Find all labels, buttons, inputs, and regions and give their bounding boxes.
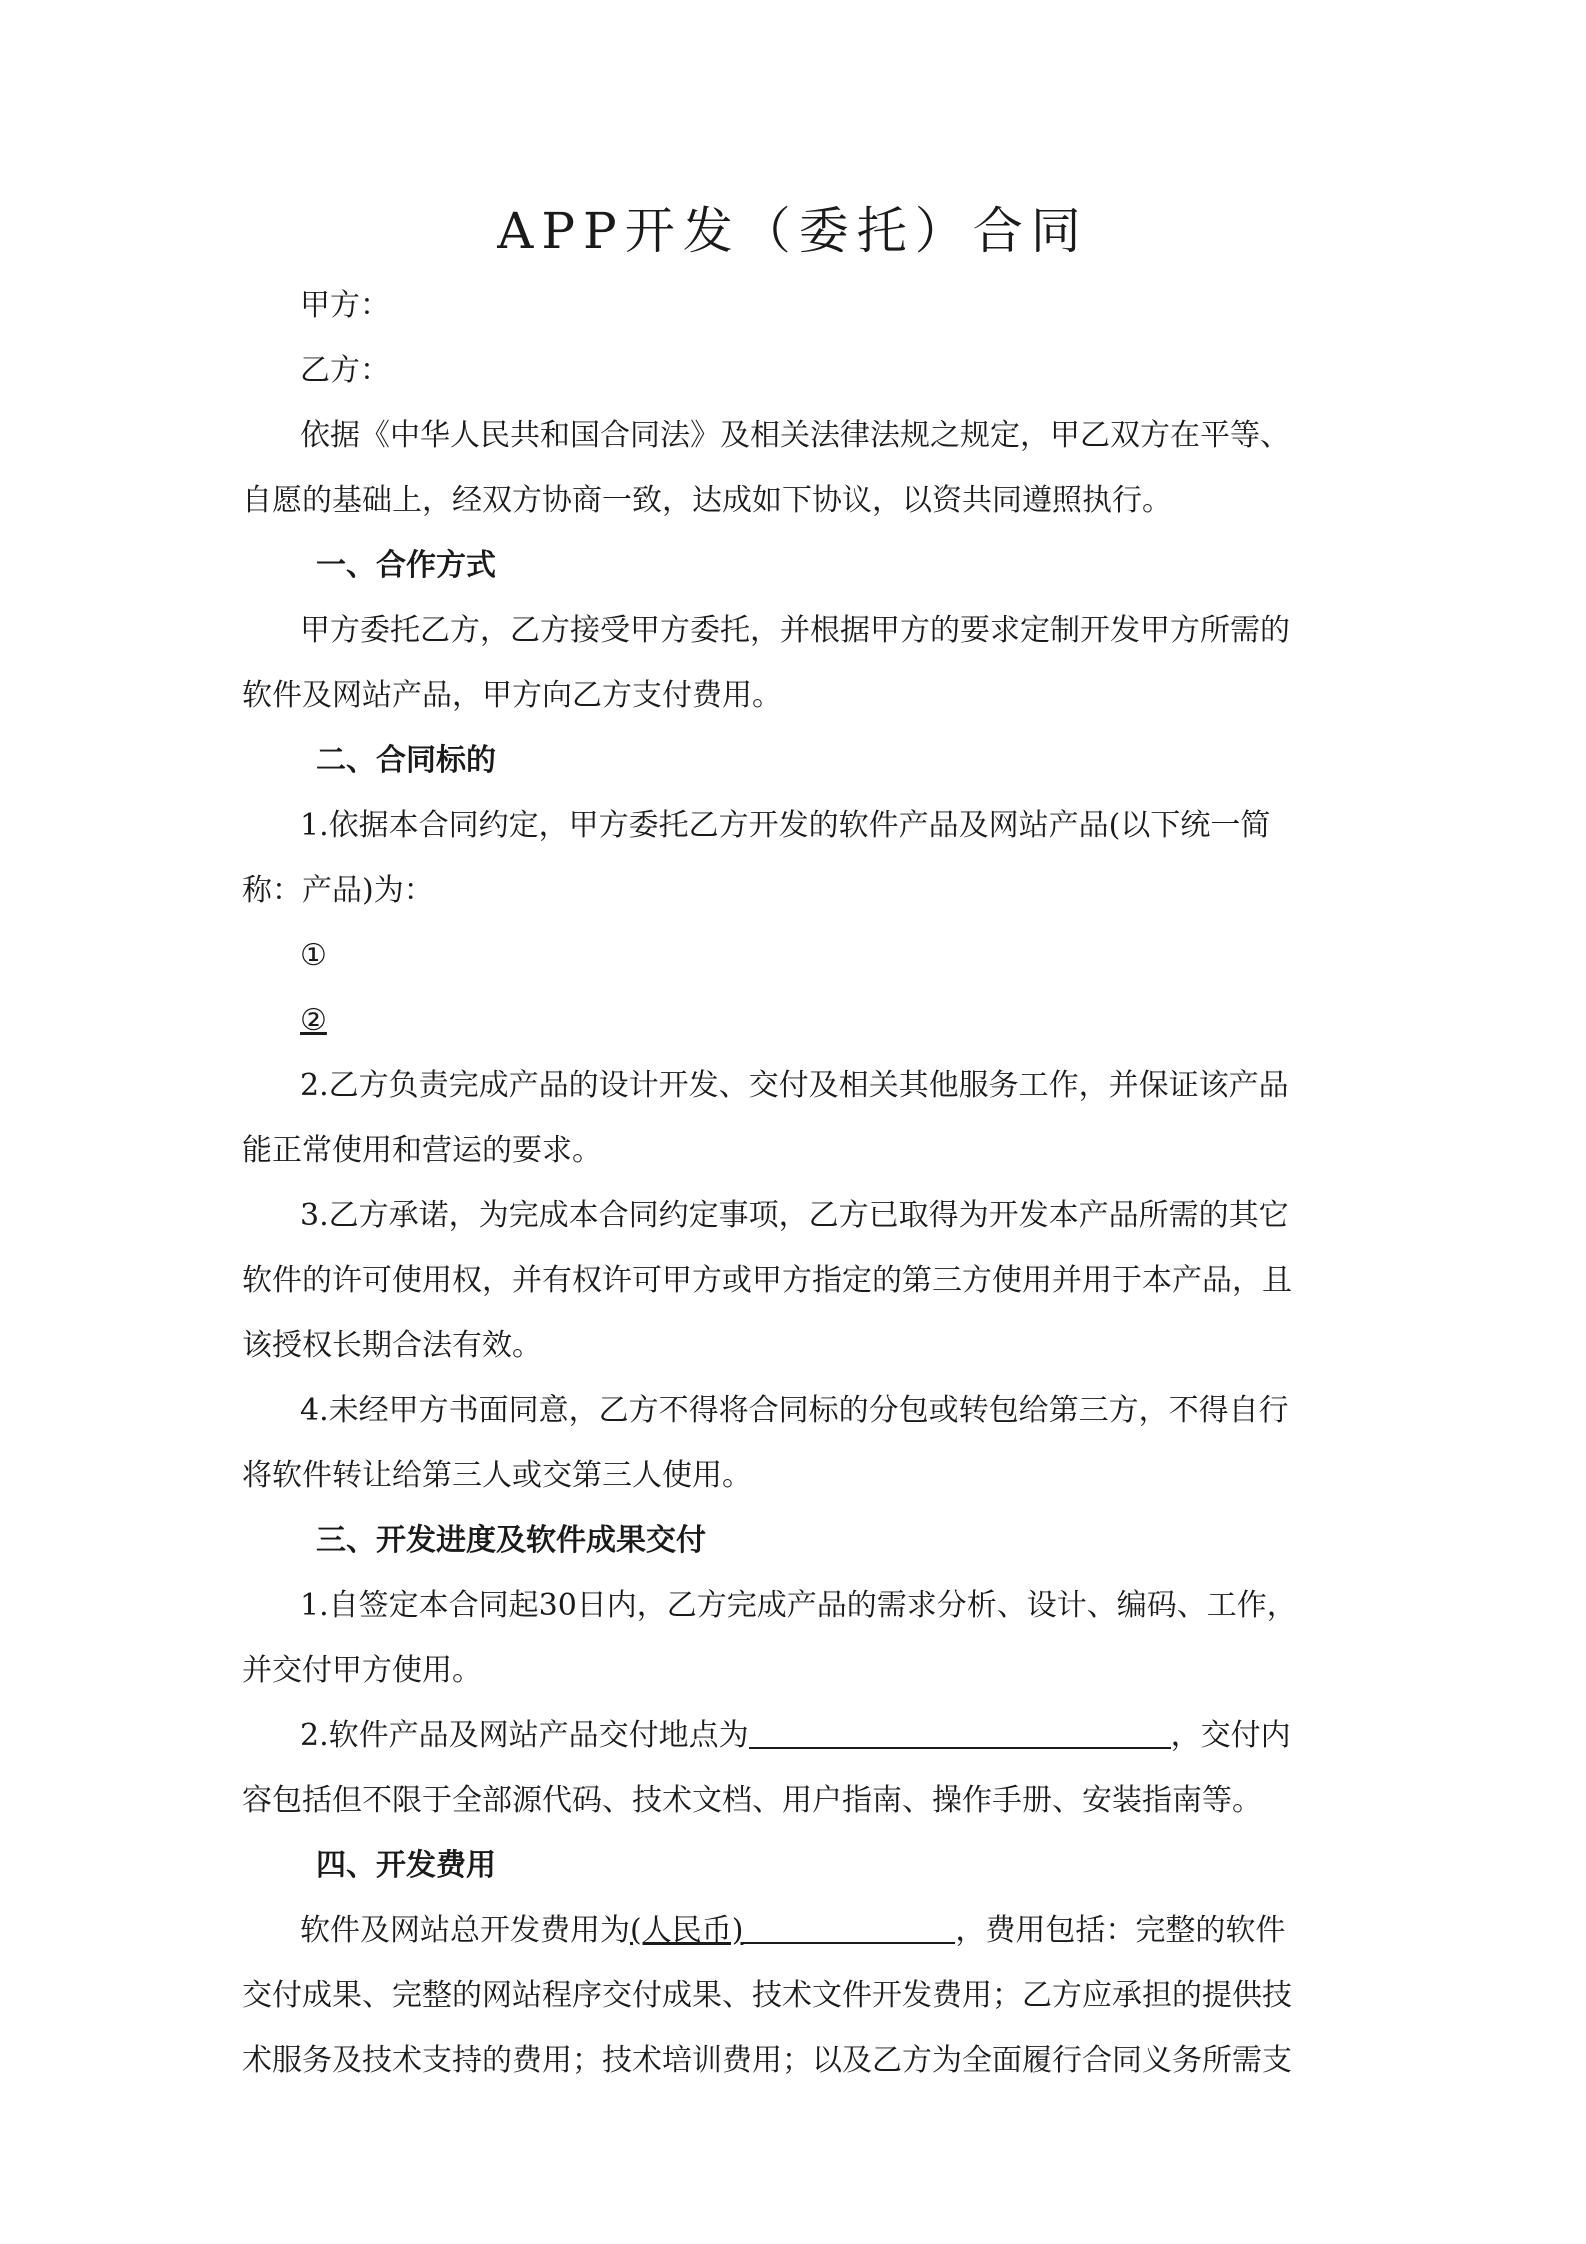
section-2-item-3-line-1: 3.乙方承诺，为完成本合同约定事项，乙方已取得为开发本产品所需的其它 bbox=[300, 1198, 1289, 1233]
section-2-item-4-line-2: 将软件转让给第三人或交第三人使用。 bbox=[242, 1458, 752, 1493]
intro-paragraph-line-1: 依据《中华人民共和国合同法》及相关法律法规之规定，甲乙双方在平等、 bbox=[300, 418, 1290, 453]
section-2-item-1-line-1: 1.依据本合同约定，甲方委托乙方开发的软件产品及网站产品(以下统一简 bbox=[300, 808, 1271, 843]
section-1-paragraph-line-1: 甲方委托乙方，乙方接受甲方委托，并根据甲方的要求定制开发甲方所需的 bbox=[300, 613, 1290, 648]
section-2-item-3-line-2: 软件的许可使用权，并有权许可甲方或甲方指定的第三方使用并用于本产品，且 bbox=[242, 1263, 1292, 1298]
total-fee-blank[interactable] bbox=[743, 1910, 955, 1944]
section-2-item-3-line-3: 该授权长期合法有效。 bbox=[242, 1328, 542, 1363]
section-4-paragraph-line-2: 交付成果、完整的网站程序交付成果、技术文件开发费用；乙方应承担的提供技 bbox=[242, 1978, 1292, 2013]
section-4-paragraph-line-3: 术服务及技术支持的费用；技术培训费用；以及乙方为全面履行合同义务所需支 bbox=[242, 2043, 1292, 2078]
section-3-item-1-line-1: 1.自签定本合同起30日内，乙方完成产品的需求分析、设计、编码、工作， bbox=[300, 1588, 1297, 1623]
party-b-line: 乙方： bbox=[300, 353, 390, 388]
fee-includes-label: ，费用包括：完整的软件 bbox=[955, 1913, 1286, 1948]
product-item-a: ① bbox=[300, 938, 327, 973]
section-3-item-2-line-2: 容包括但不限于全部源代码、技术文档、用户指南、操作手册、安装指南等。 bbox=[242, 1783, 1262, 1818]
section-2-heading: 二、合同标的 bbox=[316, 743, 496, 778]
currency-label: (人民币) bbox=[630, 1913, 744, 1948]
section-2-item-2-line-1: 2.乙方负责完成产品的设计开发、交付及相关其他服务工作，并保证该产品 bbox=[300, 1068, 1289, 1103]
section-2-item-1-line-2: 称：产品)为： bbox=[242, 873, 434, 908]
delivery-location-label: 2.软件产品及网站产品交付地点为 bbox=[300, 1718, 749, 1753]
document-title: APP开发（委托）合同 bbox=[497, 202, 1089, 260]
section-3-item-1-line-2: 并交付甲方使用。 bbox=[242, 1653, 482, 1688]
section-3-heading: 三、开发进度及软件成果交付 bbox=[316, 1523, 706, 1558]
total-fee-label: 软件及网站总开发费用为 bbox=[300, 1913, 630, 1948]
delivery-content-label: ，交付内 bbox=[1170, 1718, 1291, 1753]
delivery-location-blank[interactable] bbox=[749, 1715, 1171, 1749]
section-3-item-2-line-1 bbox=[300, 1711, 1352, 1761]
section-4-paragraph-line-1 bbox=[300, 1906, 1352, 1956]
section-2-item-2-line-2: 能正常使用和营运的要求。 bbox=[242, 1133, 602, 1168]
intro-paragraph-line-2: 自愿的基础上，经双方协商一致，达成如下协议，以资共同遵照执行。 bbox=[242, 483, 1172, 518]
section-1-paragraph-line-2: 软件及网站产品，甲方向乙方支付费用。 bbox=[242, 678, 782, 713]
party-a-line: 甲方： bbox=[300, 288, 390, 323]
product-item-b: ② bbox=[300, 1003, 327, 1038]
section-2-item-4-line-1: 4.未经甲方书面同意，乙方不得将合同标的分包或转包给第三方，不得自行 bbox=[300, 1393, 1289, 1428]
section-1-heading: 一、合作方式 bbox=[316, 548, 496, 583]
section-4-heading: 四、开发费用 bbox=[316, 1848, 496, 1883]
